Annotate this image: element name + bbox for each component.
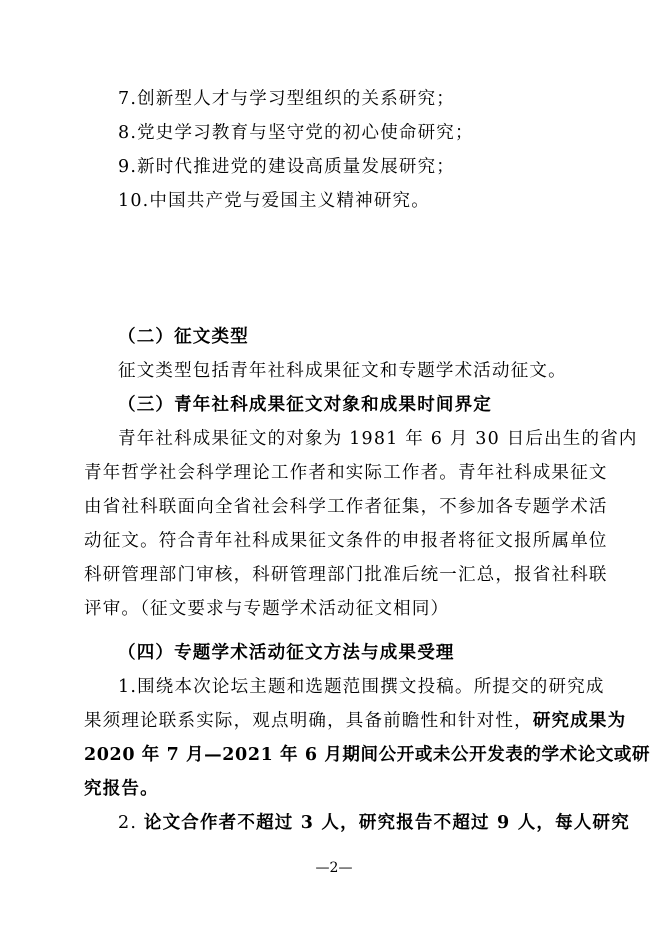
section-3-line: 由省社科联面向全省社会科学工作者征集，不参加各专题学术活 <box>84 497 608 517</box>
section-3-line: 科研管理部门审核，科研管理部门批准后统一汇总，报省社科联 <box>84 565 608 585</box>
item2-number: 2. <box>118 813 138 833</box>
section-3-line: 青年社科成果征文的对象为 1981 年 6 月 30 日后出生的省内 <box>118 429 638 449</box>
section-3-line: 评审。（征文要求与专题学术活动征文相同） <box>84 599 450 619</box>
section-4-item1-line1: 1.围绕本次论坛主题和选题范围撰文投稿。所提交的研究成 <box>118 677 605 697</box>
topic-item-5: 8.党史学习教育与坚守党的初心使命研究； <box>118 123 474 143</box>
topic-item-9 <box>118 252 584 286</box>
section-3-line: 动征文。符合青年社科成果征文条件的申报者将征文报所属单位 <box>84 531 608 551</box>
page-number: —2— <box>315 860 353 876</box>
section-4-item1-line4: 究报告。 <box>84 779 159 799</box>
section-heading-3: （三）青年社科成果征文对象和成果时间界定 <box>118 395 492 415</box>
topic-item-10 <box>118 286 584 320</box>
item2-bold-text: 论文合作者不超过 3 人，研究报告不超过 9 人，每人研究 <box>143 813 630 833</box>
section-4-item1-line2 <box>84 704 627 738</box>
topic-item-4: 7.创新型人才与学习型组织的关系研究； <box>118 89 455 109</box>
section-4-item1-line3: 2020 年 7 月—2021 年 6 月期间公开或未公开发表的学术论文或研 <box>84 745 651 765</box>
section-heading-4: （四）专题学术活动征文方法与成果受理 <box>118 643 455 663</box>
item1-normal-text: 果须理论联系实际，观点明确，具备前瞻性和针对性， <box>84 711 533 731</box>
section-3-line: 青年哲学社会科学理论工作者和实际工作者。青年社科成果征文 <box>84 463 608 483</box>
topic-item-6: 9.新时代推进党的建设高质量发展研究； <box>118 157 455 177</box>
item1-bold-text: 研究成果为 <box>532 711 627 731</box>
topic-item-8 <box>118 218 584 252</box>
section-2-body: 征文类型包括青年社科成果征文和专题学术活动征文。 <box>118 361 567 381</box>
section-heading-2: （二）征文类型 <box>118 327 249 347</box>
section-4-item2 <box>118 806 630 840</box>
topic-item-7: 10.中国共产党与爱国主义精神研究。 <box>118 191 430 211</box>
